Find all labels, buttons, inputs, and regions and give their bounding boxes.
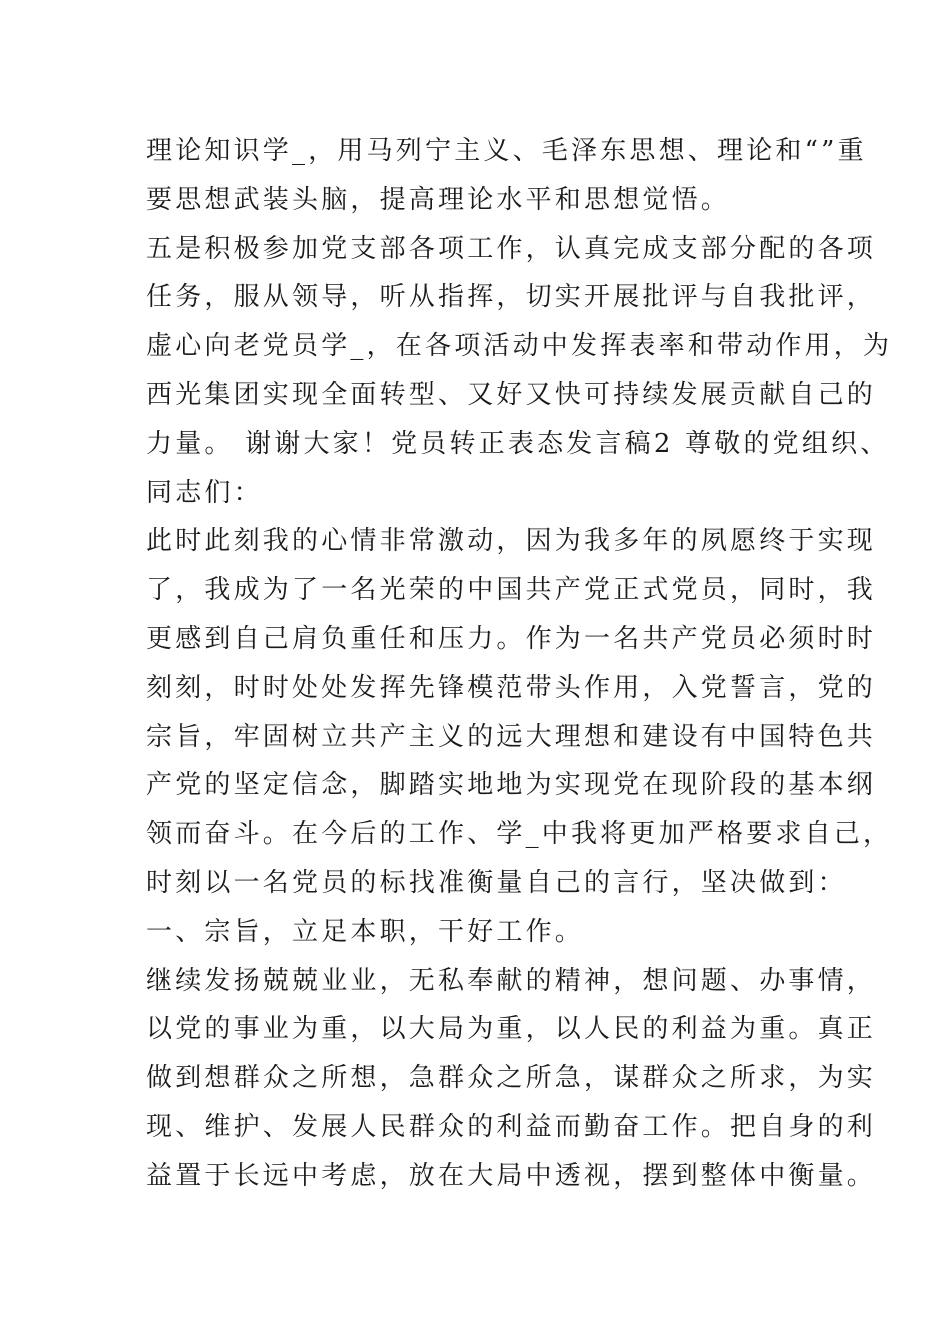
text-line: 此时此刻我的心情非常激动，因为我多年的夙愿终于实现 — [146, 526, 877, 557]
text-line: 现、维护、发展人民群众的利益而勤奋工作。把自身的利 — [146, 1111, 877, 1142]
text-line: 一、宗旨，立足本职，干好工作。 — [146, 916, 585, 947]
document-body — [146, 127, 893, 1201]
text-line: 产党的坚定信念，脚踏实地地为实现党在现阶段的基本纲 — [146, 770, 877, 801]
text-line: 力量。 谢谢大家！党员转正表态发言稿2 尊敬的党组织、 — [146, 428, 890, 459]
text-line: 以党的事业为重，以大局为重，以人民的利益为重。真正 — [146, 1014, 877, 1045]
text-line: 西光集团实现全面转型、又好又快可持续发展贡献自己的 — [146, 379, 877, 410]
text-line: 时刻以一名党员的标找准衡量自己的言行，坚决做到： — [146, 867, 847, 898]
text-line: 同志们： — [146, 477, 263, 508]
text-line: 理论知识学_，用马列宁主义、毛泽东思想、理论和“”重 — [146, 136, 867, 166]
text-line: 虚心向老党员学_，在各项活动中发挥表率和带动作用，为 — [146, 331, 893, 362]
text-line: 了，我成为了一名光荣的中国共产党正式党员，同时，我 — [146, 575, 877, 606]
text-line: 做到想群众之所想，急群众之所急，谋群众之所求，为实 — [146, 1063, 877, 1094]
text-line: 更感到自己肩负重任和压力。作为一名共产党员必须时时 — [146, 623, 877, 654]
text-line: 益置于长远中考虑，放在大局中透视，摆到整体中衡量。 — [146, 1160, 877, 1191]
text-line: 刻刻，时时处处发挥先锋模范带头作用，入党誓言，党的 — [146, 672, 877, 703]
text-line: 要思想武装头脑，提高理论水平和思想觉悟。 — [146, 184, 731, 215]
text-line: 领而奋斗。在今后的工作、学_中我将更加严格要求自己， — [146, 819, 893, 850]
text-line: 宗旨，牢固树立共产主义的远大理想和建设有中国特色共 — [146, 721, 877, 752]
text-line: 继续发扬兢兢业业，无私奉献的精神，想问题、办事情， — [146, 965, 877, 996]
text-line: 五是积极参加党支部各项工作，认真完成支部分配的各项 — [146, 233, 877, 264]
text-line: 任务，服从领导，听从指挥，切实开展批评与自我批评， — [146, 282, 877, 313]
